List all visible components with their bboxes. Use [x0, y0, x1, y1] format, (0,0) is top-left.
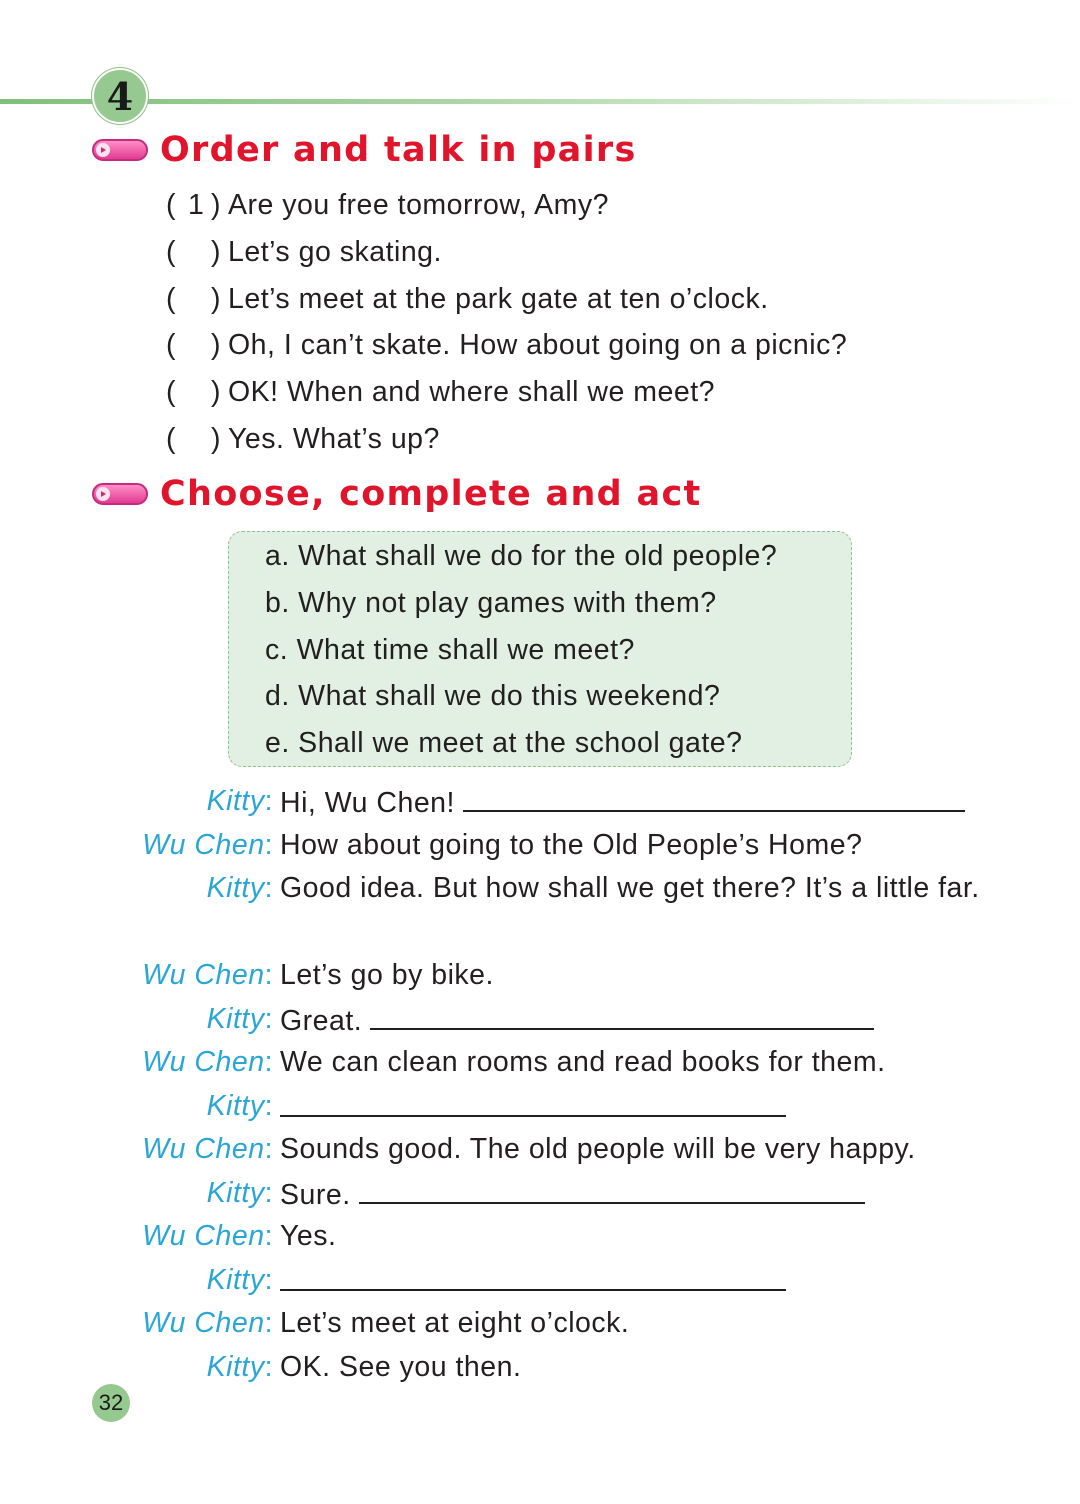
order-answer-slot[interactable]: ( ) — [166, 329, 221, 362]
section-choose-heading — [92, 474, 702, 514]
dialogue-line — [0, 954, 1080, 998]
order-text: Yes. What’s up? — [228, 422, 440, 455]
speaker: Kitty: — [206, 785, 273, 817]
utterance: Great. — [280, 998, 1000, 1043]
header-rule — [0, 99, 1080, 104]
answer-blank[interactable] — [280, 1259, 786, 1291]
dialogue-line — [0, 1085, 1080, 1129]
speaker: Kitty: — [206, 1089, 273, 1122]
dialogue-line — [0, 998, 1080, 1042]
order-answer-slot[interactable]: ( ) — [166, 376, 221, 409]
dialogue-line — [0, 1302, 1080, 1346]
choice-item-b: b. Why not play games with them? — [265, 586, 717, 619]
order-text: Let’s meet at the park gate at ten o’clock. — [228, 282, 769, 315]
choice-item-c: c. What time shall we meet? — [265, 633, 635, 666]
order-answer-slot[interactable]: ( ) — [166, 282, 221, 315]
section-order-heading — [92, 130, 637, 170]
speaker: Wu Chen: — [142, 1046, 273, 1078]
dialogue-line — [0, 1172, 1080, 1216]
utterance: Good idea. But how shall we get there? It’s a little far. — [280, 872, 980, 904]
choice-item-d: d. What shall we do this weekend? — [265, 680, 721, 713]
utterance — [280, 1259, 1000, 1304]
choice-item-a: a. What shall we do for the old people? — [265, 540, 778, 572]
speaker: Wu Chen: — [142, 959, 273, 991]
order-text: Are you free tomorrow, Amy? — [228, 189, 609, 221]
answer-blank[interactable] — [370, 998, 874, 1030]
utterance: We can clean rooms and read books for them. — [280, 1046, 886, 1078]
unit-number: 4 — [106, 74, 134, 119]
order-item — [166, 184, 847, 231]
utterance: OK. See you then. — [280, 1350, 522, 1383]
dialogue-line — [0, 1215, 1080, 1259]
utterance: Let’s go by bike. — [280, 959, 494, 991]
dialogue-line — [0, 1128, 1080, 1172]
order-text: Let’s go skating. — [228, 235, 442, 268]
choice-item-e: e. Shall we meet at the school gate? — [265, 727, 743, 760]
dialogue-line — [0, 1346, 1080, 1390]
choice-list — [265, 535, 777, 769]
speaker: Kitty: — [206, 1350, 273, 1383]
utterance: Hi, Wu Chen! — [280, 780, 1000, 825]
dialogue — [0, 780, 1080, 1389]
order-answer-slot[interactable]: ( 1 ) — [166, 184, 228, 231]
choice-box — [228, 531, 852, 767]
answer-blank[interactable] — [463, 780, 965, 812]
page-number: 32 — [92, 1384, 130, 1422]
answer-blank[interactable] — [280, 1085, 786, 1117]
utterance: Sounds good. The old people will be very happy. — [280, 1133, 916, 1165]
speaker: Kitty: — [206, 872, 273, 904]
utterance: Yes. — [280, 1220, 337, 1252]
speaker: Wu Chen: — [142, 1220, 273, 1252]
order-list — [166, 184, 847, 465]
speaker: Wu Chen: — [142, 828, 273, 861]
dialogue-line — [0, 824, 1080, 868]
order-item — [166, 231, 847, 278]
order-answer-slot[interactable]: ( ) — [166, 422, 221, 455]
section-title-choose: Choose, complete and act — [160, 474, 702, 514]
utterance: How about going to the Old People’s Home? — [280, 828, 863, 861]
speaker: Kitty: — [206, 1263, 273, 1296]
unit-number-badge — [92, 68, 148, 124]
pill-play-icon — [92, 483, 148, 505]
utterance: Let’s meet at eight o’clock. — [280, 1307, 630, 1339]
dialogue-line — [0, 1041, 1080, 1085]
speaker: Kitty: — [206, 1176, 273, 1209]
dialogue-line — [0, 867, 1080, 954]
order-answer-slot[interactable]: ( ) — [166, 235, 221, 268]
section-title-order: Order and talk in pairs — [160, 130, 637, 170]
speaker: Wu Chen: — [142, 1307, 273, 1339]
order-item — [166, 418, 847, 465]
utterance: Sure. — [280, 1172, 1000, 1217]
pill-play-icon — [92, 139, 148, 161]
order-text: Oh, I can’t skate. How about going on a picnic? — [228, 329, 848, 362]
speaker: Wu Chen: — [142, 1133, 273, 1165]
order-item — [166, 278, 847, 325]
utterance — [280, 1085, 1000, 1130]
answer-blank[interactable] — [359, 1172, 865, 1204]
order-item — [166, 371, 847, 418]
speaker: Kitty: — [206, 1002, 273, 1035]
dialogue-line — [0, 780, 1080, 824]
order-text: OK! When and where shall we meet? — [228, 376, 715, 409]
order-item — [166, 324, 847, 371]
dialogue-line — [0, 1259, 1080, 1303]
order-number: 1 — [188, 189, 205, 221]
